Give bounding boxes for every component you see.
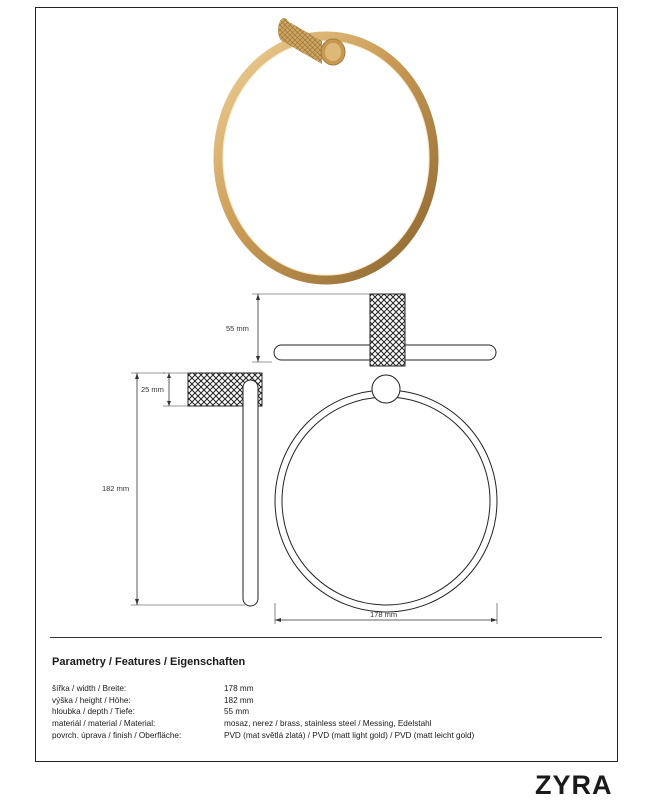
spec-row-depth <box>52 706 474 718</box>
depth-dimension-label: 55 mm <box>226 324 249 333</box>
wall-mount-cylinder <box>278 18 345 65</box>
mount-dimension-label: 25 mm <box>141 385 164 394</box>
spec-row-material <box>52 718 474 730</box>
front-view-drawing <box>102 373 262 606</box>
spec-label: šířka / width / Breite: <box>52 684 127 693</box>
spec-label: povrch. úprava / finish / Oberfläche: <box>52 730 182 740</box>
spec-label: výška / height / Höhe: <box>52 695 131 705</box>
brand-logo-text: ZYRA <box>535 770 613 800</box>
ring-view-drawing <box>275 375 497 624</box>
spec-row-finish <box>52 730 474 742</box>
spec-value: mosaz, nerez / brass, stainless steel / Messing, Edelstahl <box>224 719 432 729</box>
side-view-drawing <box>226 294 496 366</box>
product-photo <box>218 18 434 280</box>
spec-value: PVD (mat světlá zlatá) / PVD (matt light gold) / PVD (matt leicht gold) <box>224 730 475 740</box>
section-divider <box>50 637 602 638</box>
spec-value: 182 mm <box>224 695 254 705</box>
spec-row-height <box>52 695 474 707</box>
spec-value: 178 mm <box>224 684 254 693</box>
spec-label: materiál / material / Material: <box>52 719 156 729</box>
spec-value: 55 mm <box>224 707 250 717</box>
features-table <box>52 683 474 742</box>
features-title: Parametry / Features / Eigenschaften <box>52 656 246 668</box>
height-dimension-label: 182 mm <box>102 484 130 493</box>
width-dimension-label: 178 mm <box>370 610 398 619</box>
spec-label: hloubka / depth / Tiefe: <box>52 707 135 717</box>
spec-row-width <box>52 683 474 695</box>
